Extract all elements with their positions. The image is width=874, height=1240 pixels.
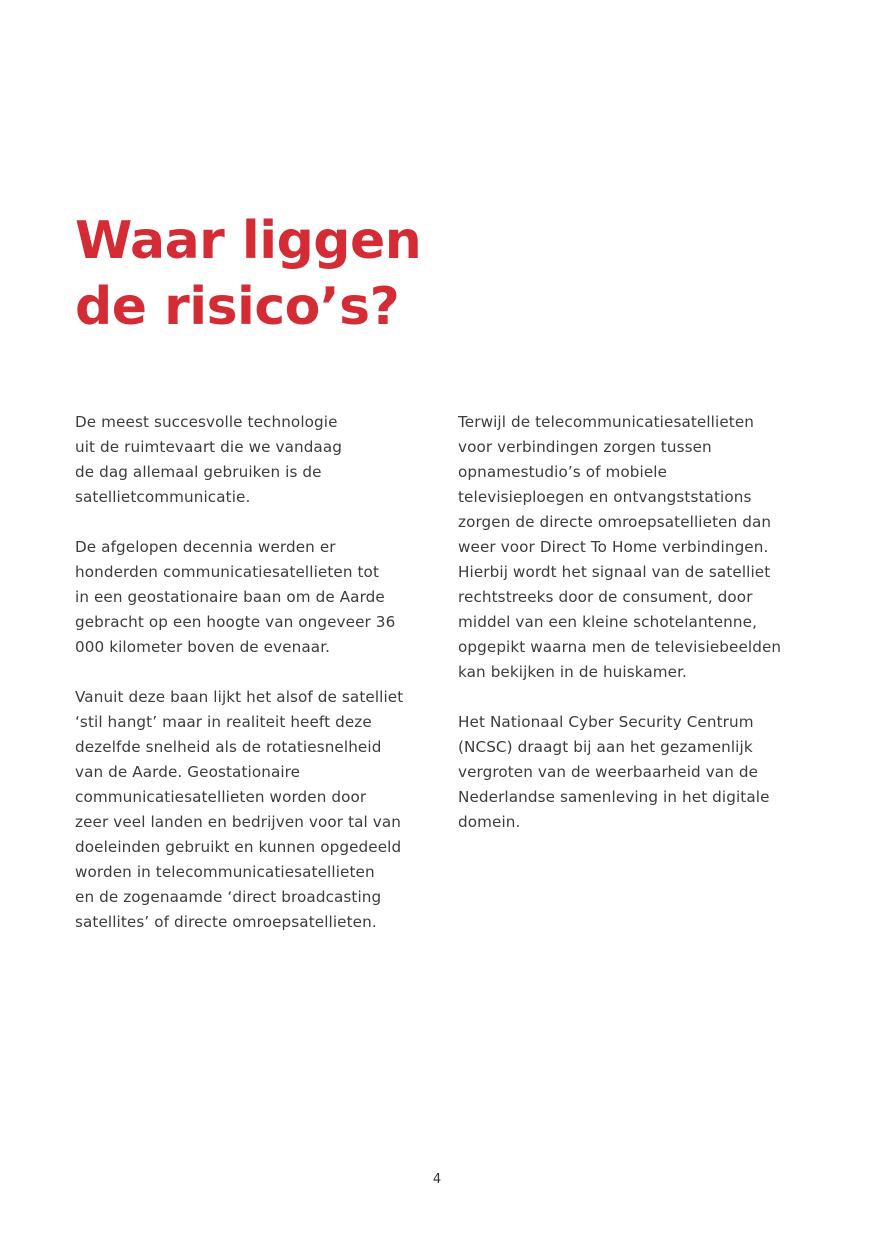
- body-paragraph: [458, 410, 808, 685]
- text-line: honderden communicatiesatellieten tot: [75, 563, 379, 581]
- body-paragraph: [75, 410, 425, 510]
- text-line: van de Aarde. Geostationaire: [75, 763, 301, 781]
- text-line: worden in telecommunicatiesatellieten: [75, 863, 375, 881]
- text-line: uit de ruimtevaart die we vandaag: [75, 438, 342, 456]
- text-line: middel van een kleine schotelantenne,: [458, 613, 758, 631]
- text-line: ‘stil hangt’ maar in realiteit heeft deze: [75, 713, 372, 731]
- text-line: rechtstreeks door de consument, door: [458, 588, 753, 606]
- text-line: in een geostationaire baan om de Aarde: [75, 588, 385, 606]
- text-line: opnamestudio’s of mobiele: [458, 463, 668, 481]
- text-line: weer voor Direct To Home verbindingen.: [458, 538, 769, 556]
- text-line: communicatiesatellieten worden door: [75, 788, 367, 806]
- text-line: zeer veel landen en bedrijven voor tal van: [75, 813, 402, 831]
- text-line: De meest succesvolle technologie: [75, 413, 338, 431]
- text-line: opgepikt waarna men de televisiebeelden: [458, 638, 782, 656]
- text-line: (NCSC) draagt bij aan het gezamenlijk: [458, 738, 753, 756]
- body-paragraph: [75, 685, 425, 935]
- text-line: Nederlandse samenleving in het digitale: [458, 788, 770, 806]
- page-title: [75, 208, 421, 340]
- page-title-line: de risico’s?: [75, 277, 400, 337]
- text-line: gebracht op een hoogte van ongeveer 36: [75, 613, 396, 631]
- text-line: televisieploegen en ontvangststations: [458, 488, 752, 506]
- text-line: De afgelopen decennia werden er: [75, 538, 336, 556]
- page-number: 4: [432, 1172, 442, 1187]
- text-line: dezelfde snelheid als de rotatiesnelheid: [75, 738, 382, 756]
- text-line: de dag allemaal gebruiken is de: [75, 463, 322, 481]
- text-line: satellietcommunicatie.: [75, 488, 251, 506]
- text-line: domein.: [458, 813, 521, 831]
- page-title-line: Waar liggen: [75, 211, 422, 271]
- text-line: zorgen de directe omroepsatellieten dan: [458, 513, 772, 531]
- left-text-column: [75, 410, 425, 960]
- text-line: kan bekijken in de huiskamer.: [458, 663, 687, 681]
- text-line: Het Nationaal Cyber Security Centrum: [458, 713, 754, 731]
- text-line: voor verbindingen zorgen tussen: [458, 438, 712, 456]
- text-line: vergroten van de weerbaarheid van de: [458, 763, 759, 781]
- text-line: satellites’ of directe omroepsatellieten.: [75, 913, 377, 931]
- text-line: Hierbij wordt het signaal van de satelliet: [458, 563, 771, 581]
- text-line: Vanuit deze baan lijkt het alsof de satelliet: [75, 688, 404, 706]
- text-line: Terwijl de telecommunicatiesatellieten: [458, 413, 754, 431]
- body-paragraph: [458, 710, 808, 835]
- body-paragraph: [75, 535, 425, 660]
- right-text-column: [458, 410, 808, 860]
- text-line: doeleinden gebruikt en kunnen opgedeeld: [75, 838, 402, 856]
- text-line: en de zogenaamde ‘direct broadcasting: [75, 888, 382, 906]
- text-line: 000 kilometer boven de evenaar.: [75, 638, 331, 656]
